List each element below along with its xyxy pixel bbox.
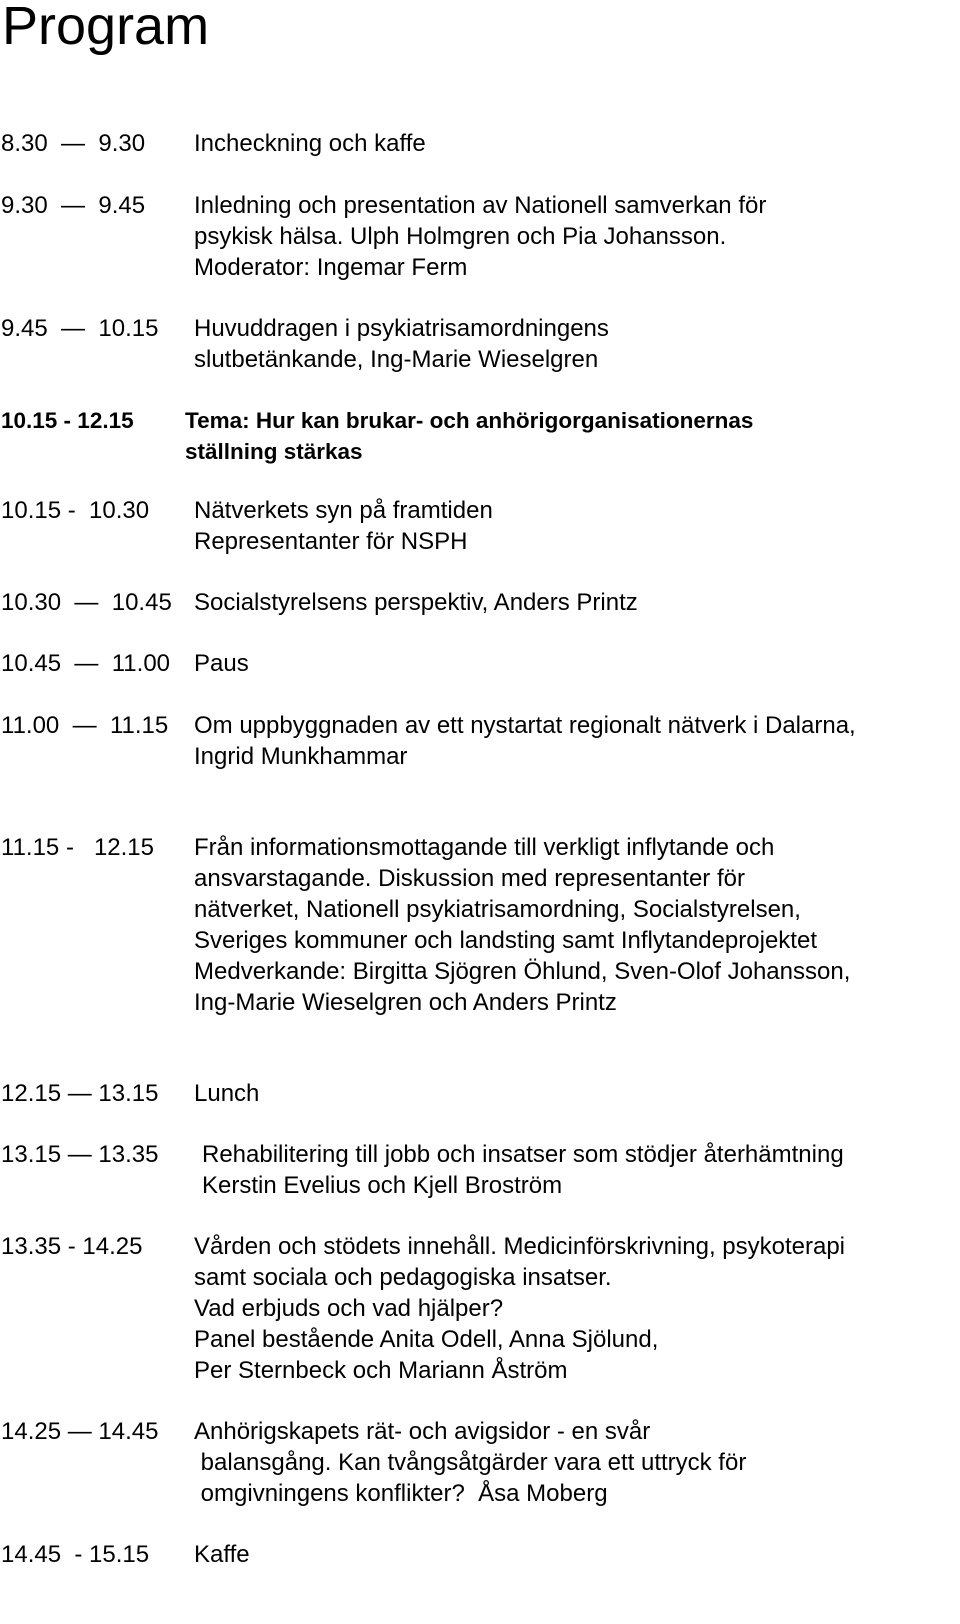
entry-line: Representanter för NSPH [194,528,468,555]
entry-line: Ingrid Munkhammar [194,743,408,770]
entry-time: 14.45 - 15.15 [1,1541,150,1568]
entry-time: 11.00 — 11.15 [1,712,169,739]
entry-description [194,1231,845,1386]
entry-line: Per Sternbeck och Mariann Åström [194,1357,568,1384]
entry-time: 9.30 — 9.45 [1,192,146,219]
entry-description [194,1539,250,1570]
entry-line: Tema: Hur kan brukar- och anhörigorganisationernas [185,408,754,433]
entry-line: balansgång. Kan tvångsåtgärder vara ett uttryck för [194,1449,747,1476]
entry-line: Vården och stödets innehåll. Medicinförskrivning, psykoterapi [194,1233,846,1260]
entry-line: Medverkande: Birgitta Sjögren Öhlund, Sven-Olof Johansson, [194,958,851,985]
entry-description [185,405,753,467]
entry-time: 10.15 - 12.15 [1,408,134,433]
entry-time: 13.35 - 14.25 [1,1233,143,1260]
entry-line: Incheckning och kaffe [194,130,426,157]
entry-time: 10.15 - 10.30 [1,497,150,524]
entry-line: ställning stärkas [185,439,363,464]
entry-line: Kerstin Evelius och Kjell Broström [202,1172,563,1199]
entry-description [194,190,766,283]
entry-line: Rehabilitering till jobb och insatser som stödjer återhämtning [202,1141,844,1168]
entry-line: Huvuddragen i psykiatrisamordningens [194,315,609,342]
entry-time: 8.30 — 9.30 [1,130,146,157]
entry-time: 12.15 — 13.15 [1,1080,159,1107]
entry-line: Panel bestående Anita Odell, Anna Sjölund, [194,1326,659,1353]
entry-time: 9.45 — 10.15 [1,315,159,342]
entry-time: 13.15 — 13.35 [1,1141,159,1168]
entry-line: Kaffe [194,1541,250,1568]
entry-description [194,648,249,679]
entry-time: 11.15 - 12.15 [1,834,154,861]
entry-description [194,832,850,1018]
entry-description [194,313,609,375]
entry-description [194,1416,746,1509]
entry-line: Vad erbjuds och vad hjälper? [194,1295,504,1322]
entry-description [194,1078,259,1109]
entry-line: Anhörigskapets rät- och avigsidor - en svår [194,1418,651,1445]
entry-line: Om uppbyggnaden av ett nystartat regionalt nätverk i Dalarna, [194,712,856,739]
entry-time: 14.25 — 14.45 [1,1418,159,1445]
entry-time: 10.30 — 10.45 [1,589,172,616]
entry-line: psykisk hälsa. Ulph Holmgren och Pia Johansson. [194,223,727,250]
entry-line: Paus [194,650,249,677]
entry-line: Ing-Marie Wieselgren och Anders Printz [194,989,617,1016]
entry-line: Från informationsmottagande till verkligt inflytande och [194,834,775,861]
entry-description [202,1139,844,1201]
entry-line: Lunch [194,1080,260,1107]
entry-line: nätverket, Nationell psykiatrisamordning, Socialstyrelsen, [194,896,801,923]
entry-description [194,128,426,159]
entry-line: Sveriges kommuner och landsting samt Inflytandeprojektet [194,927,817,954]
entry-description [194,495,493,557]
entry-description [194,710,856,772]
entry-line: Inledning och presentation av Nationell samverkan för [194,192,767,219]
entry-time: 10.45 — 11.00 [1,650,171,677]
entry-line: Nätverkets syn på framtiden [194,497,493,524]
entry-line: slutbetänkande, Ing-Marie Wieselgren [194,346,599,373]
entry-line: Socialstyrelsens perspektiv, Anders Printz [194,589,638,616]
entry-line: Moderator: Ingemar Ferm [194,254,468,281]
entry-description [194,587,638,618]
entry-line: omgivningens konflikter? Åsa Moberg [194,1480,608,1507]
entry-line: ansvarstagande. Diskussion med representanter för [194,865,745,892]
entry-line: samt sociala och pedagogiska insatser. [194,1264,612,1291]
page-title: Program [2,0,210,56]
